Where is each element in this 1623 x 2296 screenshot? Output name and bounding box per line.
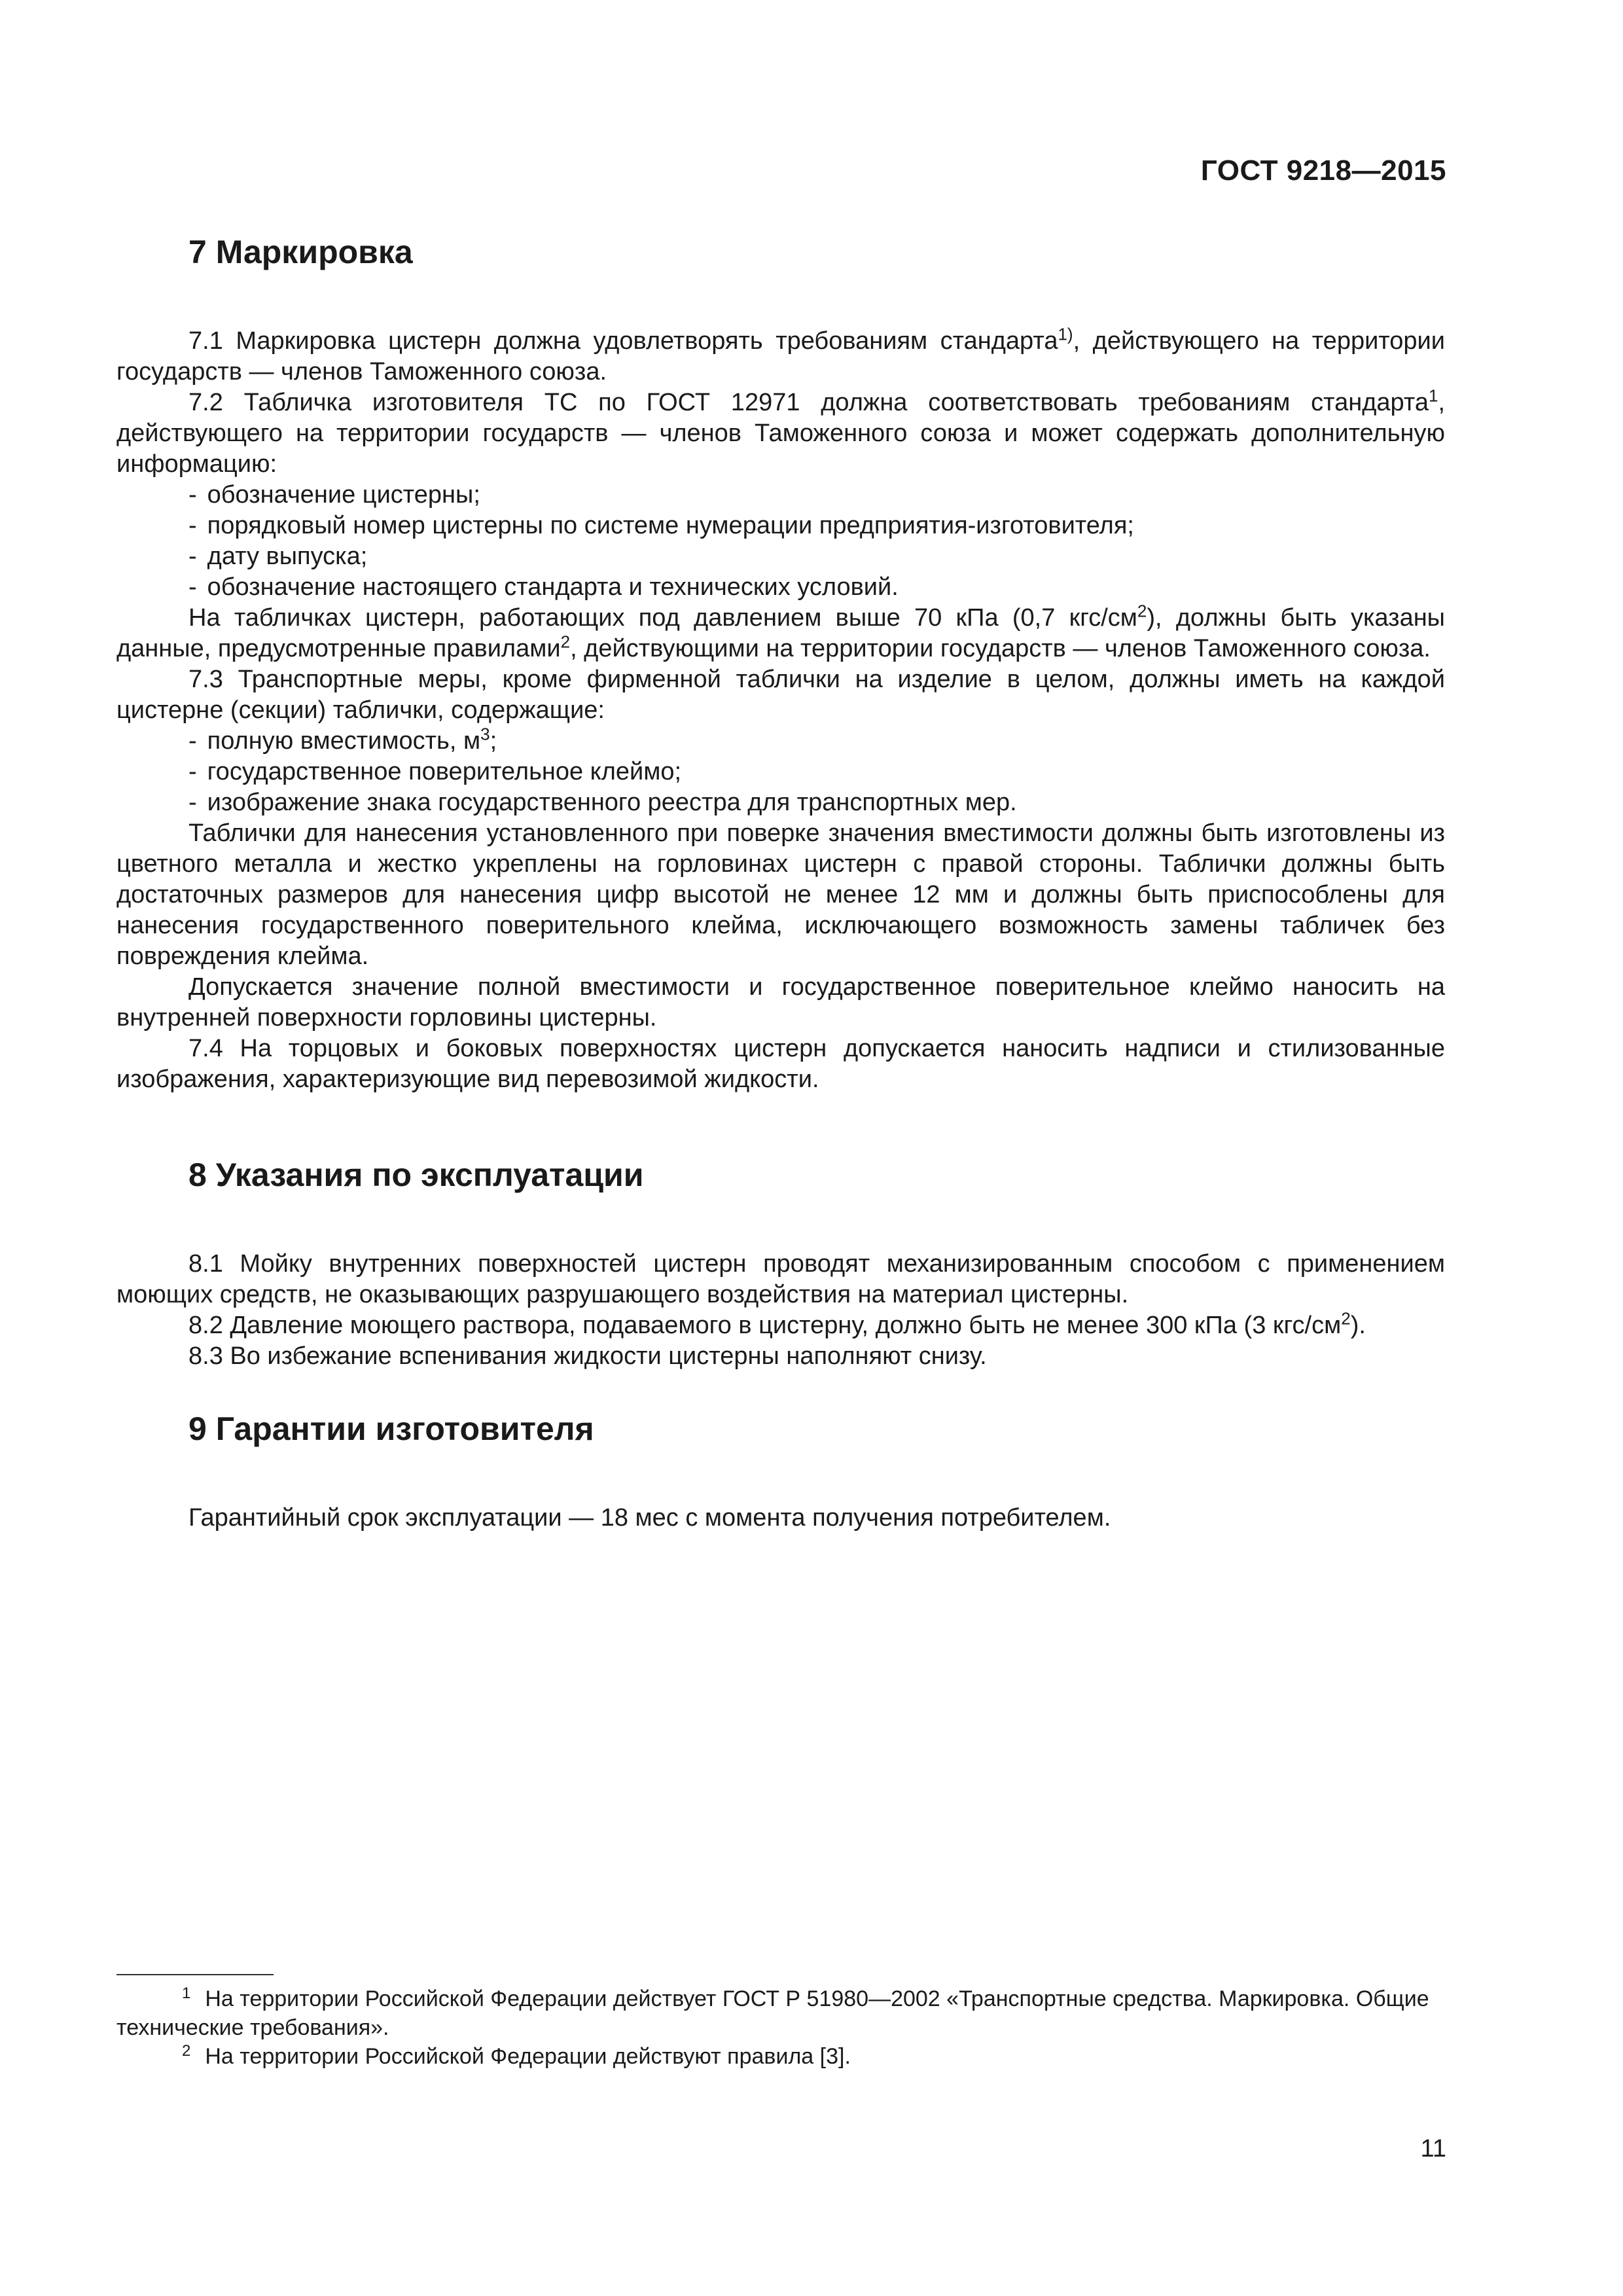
section-8-title: 8 Указания по эксплуатации	[188, 1157, 644, 1193]
section-7-title: 7 Маркировка	[188, 234, 413, 270]
list-item: - полную вместимость, $м^3$;	[188, 724, 497, 755]
list-item: - дату выпуска;	[188, 543, 368, 570]
clause-7-1: 7.1 Маркировка цистерн должна удовлетворять требованиям стандарта$^{1)}$, действующего на территории государств — членов Таможенного союза.	[116, 324, 1446, 386]
section-9-title: 9 Гарантии изготовителя	[188, 1410, 594, 1447]
list-item: - государственное поверительное клеймо;	[188, 758, 682, 785]
footnote-divider	[116, 1974, 274, 1975]
list-item: - изображение знака государственного реестра для транспортных мер.	[188, 789, 1017, 816]
page-number: 11	[1420, 2135, 1446, 2162]
warranty-text: Гарантийный срок эксплуатации — 18 мес с момента получения потребителем.	[188, 1504, 1111, 1532]
list-item: - обозначение настоящего стандарта и технических условий.	[188, 573, 899, 601]
list-item: - порядковый номер цистерны по системе нумерации предприятия-изготовителя;	[188, 512, 1134, 539]
section-8	[116, 1152, 1445, 1372]
clause-7-3-allowance: Допускается значение полной вместимости и государственное поверительное клеймо наносить на внутренней поверхности горловины цистерны.	[116, 973, 1445, 1031]
clause-8-3: 8.3 Во избежание вспенивания жидкости цистерны наполняют снизу.	[188, 1342, 987, 1370]
section-9	[116, 1406, 1445, 1534]
clause-7-2-pressure-note: На табличках цистерн, работающих под давлением выше 70 кПа (0,7 кгс/$см^2$), должны быть указаны данные, предусмотренные правилами$^2$, действующими на территории государств — членов Таможенного союза.	[116, 601, 1445, 662]
clause-8-2: 8.2 Давление моющего раствора, подаваемого в цистерну, должно быть не менее 300 кПа (3 кгс/$см^2$).	[188, 1308, 1366, 1339]
footnote-1: $^1$ На территории Российской Федерации действует ГОСТ Р 51980—2002 «Транспортные средства. Маркировка. Общие технические требования».	[116, 1984, 1429, 2040]
document-header: ГОСТ 9218—2015	[1200, 154, 1446, 187]
clause-7-3: 7.3 Транспортные меры, кроме фирменной таблички на изделие в целом, должны иметь на каждой цистерне (секции) таблички, содержащие:	[116, 666, 1445, 724]
clause-7-3-plates: Таблички для нанесения установленного при поверке значения вместимости должны быть изготовлены из цветного металла и жестко укреплены на горловинах цистерн с правой стороны. Таблички должны быть достаточных размеров для нанесения цифр высотой не менее 12 мм и должны быть приспособлены для нанесения государственного поверительного клейма, исключающего возможность замены табличек без повреждения клейма.	[116, 819, 1445, 970]
clause-7-4: 7.4 На торцовых и боковых поверхностях цистерн допускается наносить надписи и стилизованные изображения, характеризующие вид перевозимой жидкости.	[116, 1035, 1445, 1093]
footnotes	[116, 1984, 1445, 2071]
footnote-2: $^2$ На территории Российской Федерации действуют правила [3].	[182, 2041, 851, 2069]
clause-7-2: 7.2 Табличка изготовителя ТС по ГОСТ 12971 должна соответствовать требованиям стандарта$^1$, действующего на территории государств — членов Таможенного союза и может содержать дополнительную информацию:	[116, 386, 1445, 478]
section-7	[116, 229, 1445, 1095]
clause-8-1: 8.1 Мойку внутренних поверхностей цистерн проводят механизированным способом с применением моющих средств, не оказывающих разрушающего воздействия на материал цистерны.	[116, 1250, 1445, 1308]
list-item: - обозначение цистерны;	[188, 481, 480, 509]
